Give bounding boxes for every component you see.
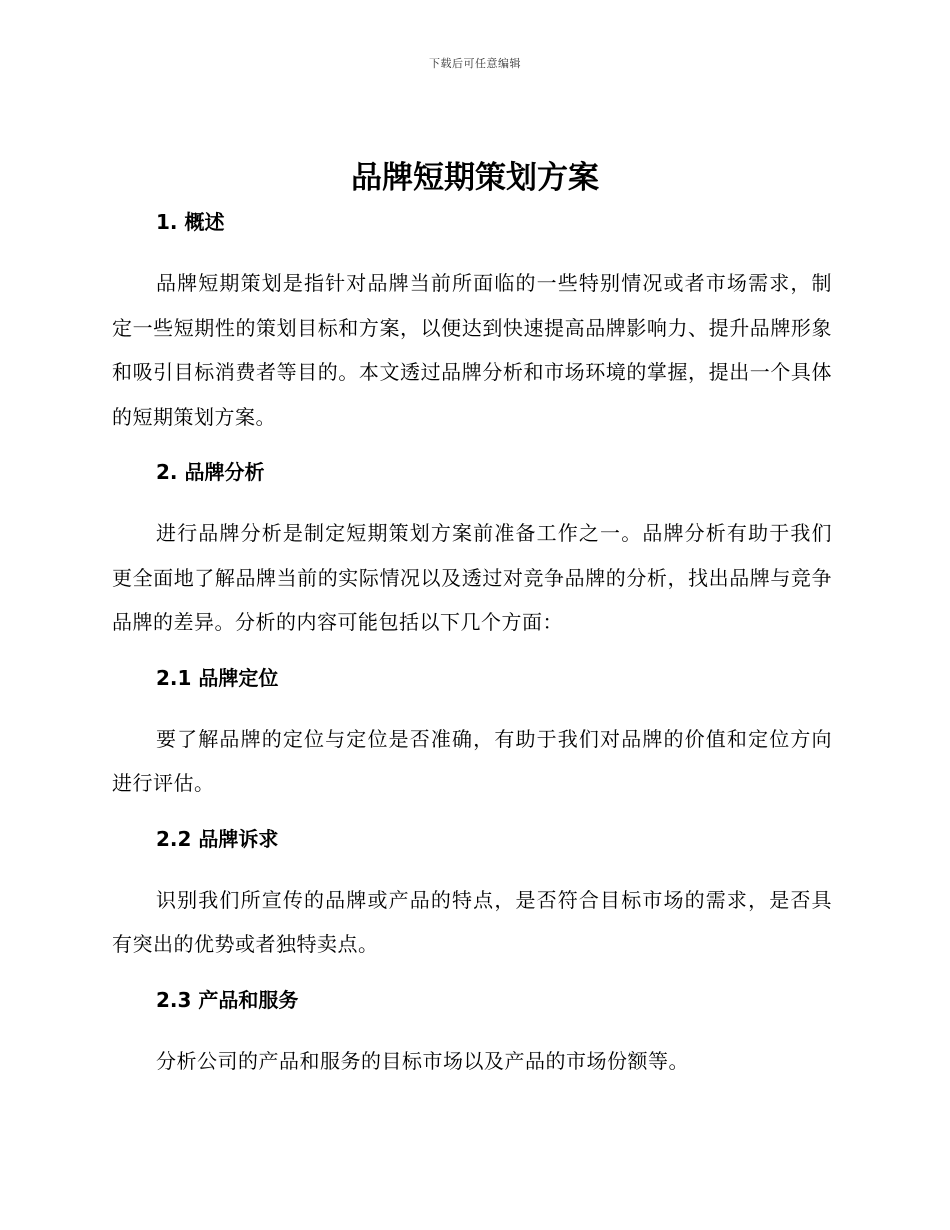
section-paragraph: 品牌短期策划是指针对品牌当前所面临的一些特别情况或者市场需求，制定一些短期性的策划目标和方案，以便达到快速提高品牌影响力、提升品牌形象和吸引目标消费者等目的。本文透过品牌分析和市场环境的掌握，提出一个具体的短期策划方案。 — [112, 271, 832, 429]
section-heading: 1. 概述 — [156, 210, 225, 234]
section-brand-analysis — [112, 455, 832, 661]
document-body — [112, 205, 832, 1083]
section-heading: 2. 品牌分析 — [156, 460, 265, 484]
section-paragraph: 分析公司的产品和服务的目标市场以及产品的市场份额等。 — [156, 1048, 689, 1073]
document-title: 品牌短期策划方案 — [351, 160, 599, 196]
section-brand-appeal — [112, 822, 832, 983]
section-heading: 2.1 品牌定位 — [156, 665, 279, 690]
section-brand-positioning — [112, 661, 832, 822]
header-note: 下载后可任意编辑 — [429, 57, 521, 70]
section-products-services — [112, 983, 832, 1084]
section-overview — [112, 205, 832, 455]
section-heading: 2.2 品牌诉求 — [156, 826, 279, 851]
section-paragraph: 进行品牌分析是制定短期策划方案前准备工作之一。品牌分析有助于我们更全面地了解品牌当前的实际情况以及透过对竞争品牌的分析，找出品牌与竞争品牌的差异。分析的内容可能包括以下几个方面： — [112, 521, 832, 634]
section-paragraph: 要了解品牌的定位与定位是否准确，有助于我们对品牌的价值和定位方向进行评估。 — [112, 726, 832, 795]
section-heading: 2.3 产品和服务 — [156, 987, 299, 1012]
section-paragraph: 识别我们所宣传的品牌或产品的特点，是否符合目标市场的需求，是否具有突出的优势或者独特卖点。 — [112, 887, 832, 956]
